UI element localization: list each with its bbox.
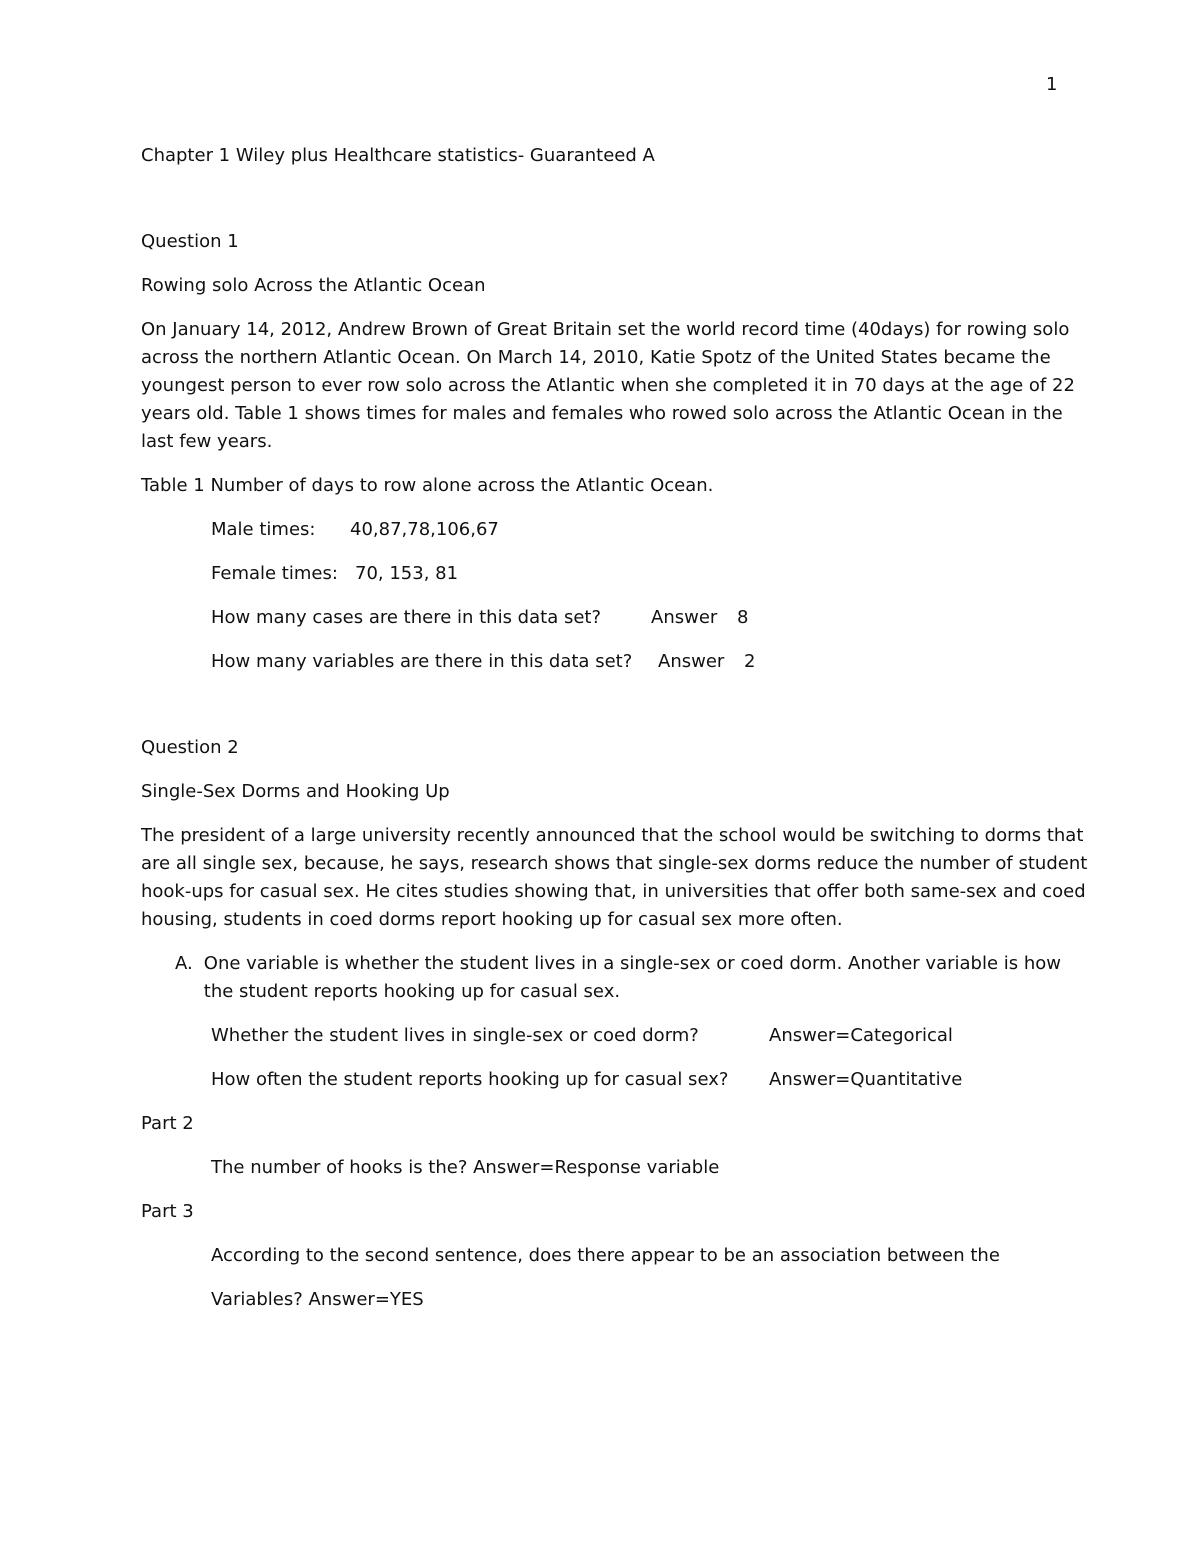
variables-question: How many variables are there in this data set? [211, 651, 633, 672]
variables-answer-label: Answer [658, 651, 725, 672]
female-times-label: Female times: [211, 563, 338, 584]
cases-answer-label: Answer [651, 607, 718, 628]
female-times-row [141, 560, 1061, 588]
paragraph-line: On January 14, 2012, Andrew Brown of Great Britain set the world record time (40days) for rowing solo [141, 319, 1070, 340]
variable-1-question: Whether the student lives in single-sex or coed dorm? [211, 1025, 699, 1046]
part-2-text: The number of hooks is the? Answer=Response variable [211, 1157, 720, 1178]
document-title: Chapter 1 Wiley plus Healthcare statistics- Guaranteed A [141, 145, 655, 166]
variables-answer: 2 [744, 651, 756, 672]
part-3-label: Part 3 [141, 1201, 194, 1222]
variable-2-answer: Answer=Quantitative [769, 1069, 963, 1090]
paragraph-line: hook-ups for casual sex. He cites studies showing that, in universities that offer both same-sex and coed [141, 881, 1086, 902]
question-1-paragraph [141, 316, 1075, 456]
document-body [141, 142, 1088, 1314]
variable-2-row [141, 1066, 1061, 1094]
paragraph-line: housing, students in coed dorms report hooking up for casual sex more often. [141, 909, 843, 930]
list-item-line: the student reports hooking up for casual sex. [203, 981, 621, 1002]
question-1-subheading: Rowing solo Across the Atlantic Ocean [141, 275, 486, 296]
paragraph-line: across the northern Atlantic Ocean. On March 14, 2010, Katie Spotz of the United States became the [141, 347, 1051, 368]
question-2-subheading: Single-Sex Dorms and Hooking Up [141, 781, 450, 802]
paragraph-line: The president of a large university recently announced that the school would be switching to dorms that [141, 825, 1084, 846]
variable-1-row [141, 1022, 1061, 1050]
variable-2-question: How often the student reports hooking up for casual sex? [211, 1069, 729, 1090]
list-marker: A. [175, 953, 193, 974]
paragraph-line: years old. Table 1 shows times for males and females who rowed solo across the Atlantic Ocean in the [141, 403, 1063, 424]
paragraph-line: last few years. [141, 431, 273, 452]
male-times-row [141, 516, 1061, 544]
question-1-heading: Question 1 [141, 231, 239, 252]
part-3-line: Variables? Answer=YES [211, 1289, 424, 1310]
list-item-a [141, 950, 1061, 1006]
cases-answer: 8 [737, 607, 749, 628]
part-2-label: Part 2 [141, 1113, 194, 1134]
paragraph-line: youngest person to ever row solo across the Atlantic when she completed it in 70 days at the age of 22 [141, 375, 1075, 396]
question-2-paragraph [141, 822, 1088, 934]
male-times-values: 40,87,78,106,67 [350, 519, 499, 540]
paragraph-line: are all single sex, because, he says, research shows that single-sex dorms reduce the number of student [141, 853, 1088, 874]
cases-question: How many cases are there in this data set? [211, 607, 602, 628]
variables-question-row [141, 648, 1061, 676]
list-item-text [204, 950, 1061, 1006]
list-item-line: One variable is whether the student lives in a single-sex or coed dorm. Another variable is how [203, 953, 1061, 974]
variable-1-answer: Answer=Categorical [769, 1025, 953, 1046]
part-3-line: According to the second sentence, does there appear to be an association between the [211, 1245, 1000, 1266]
question-2-heading: Question 2 [141, 737, 239, 758]
page-number: 1 [1046, 74, 1058, 95]
cases-question-row [141, 604, 1061, 632]
female-times-values: 70, 153, 81 [355, 563, 459, 584]
male-times-label: Male times: [211, 519, 316, 540]
table-caption: Table 1 Number of days to row alone across the Atlantic Ocean. [141, 475, 714, 496]
